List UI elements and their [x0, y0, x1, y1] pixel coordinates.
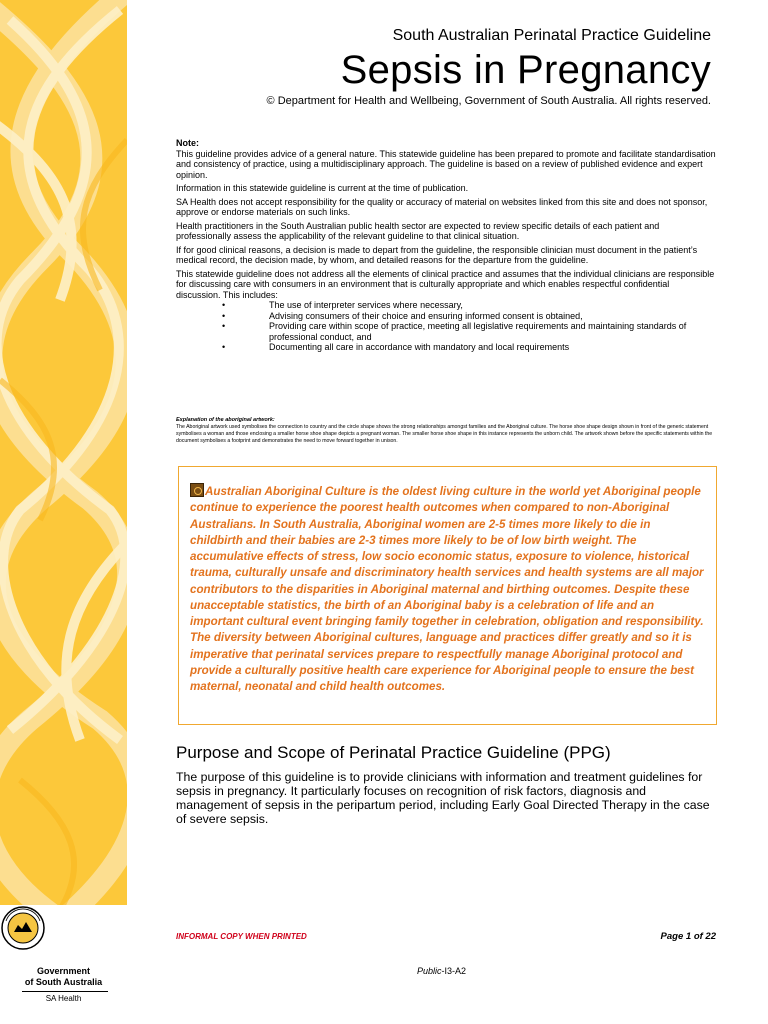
helix-pattern [0, 0, 127, 1024]
aboriginal-culture-callout [178, 466, 717, 725]
document-title: Sepsis in Pregnancy [340, 48, 711, 92]
note-paragraph: Health practitioners in the South Australian public health sector are expected to review specific details of each patient and professionally assess the applicability of the relevant guideline to that clinical situation. [176, 220, 660, 241]
list-item-text: Advising consumers of their choice and ensuring informed consent is obtained, [269, 310, 583, 321]
list-item-text: Documenting all care in accordance with mandatory and local requirements [269, 342, 570, 352]
document-subtitle: South Australian Perinatal Practice Guideline [392, 27, 711, 44]
aboriginal-artwork-icon [190, 483, 204, 497]
list-item [176, 321, 716, 342]
list-item-text: Providing care within scope of practice, meeting all legislative requirements and maintaining standards of professional conduct, and [269, 321, 687, 342]
bullet-marker: • [222, 300, 226, 310]
note-paragraph: SA Health does not accept responsibility for the quality or accuracy of material on websites linked from this site and does not sponsor, approve or endorse materials on such links. [176, 196, 708, 217]
artwork-text: The Aboriginal artwork used symbolises the connection to country and the circle shape shows the strong relationships amongst families and the Aboriginal culture. The horse shoe shape design shown in front of the generic statement symbolises a woman and those enclosing a smaller horse shoe shape depicts a pregnant woman. The smaller horse shoe shape in this instance represents the unborn child. The artwork shown before the specific statements within the document symbolises a footprint and demonstrates the need to move forward together in unison. [176, 424, 713, 444]
copyright-notice: © Department for Health and Wellbeing, Government of South Australia. All rights reserved. [266, 95, 711, 107]
logo-department-text: SA Health [45, 994, 82, 1003]
note-paragraph: If for good clinical reasons, a decision is made to depart from the guideline, the responsible clinician must document in the patient’s medical record, the decision made, by whom, and detailed reasons for the departure from the guideline. [176, 244, 698, 265]
list-item [176, 311, 716, 322]
artwork-label: Explanation of the aboriginal artwork: [176, 417, 275, 423]
decorative-sidebar [0, 0, 127, 1024]
callout-text: Australian Aboriginal Culture is the oldest living culture in the world yet Aboriginal people continue to experience the poorest health outcomes when compared to non-Aboriginal Australians. In South Australia, Aboriginal women are 2-5 times more likely to die in childbirth and their babies are 2-3 times more likely to be of low birth weight. The accumulative effects of stress, low socio economic status, exposure to violence, historical trauma, culturally unsafe and discriminatory health services and health systems are all major contributors to the disparities in Aboriginal maternal and birthing outcomes. Despite these unacceptable statistics, the birth of an Aboriginal baby is a celebration of life and an important cultural event bringing family together in celebration, obligation and responsibility. The diversity between Aboriginal cultures, language and practices differ greatly and so it is imperative that perinatal services prepare to respectfully manage Aboriginal protocol and provide a culturally positive health care experience for Aboriginal people to ensure the best maternal, neonatal and child health outcomes. [190, 485, 704, 693]
artwork-explanation [176, 417, 716, 445]
note-paragraph: This guideline provides advice of a general nature. This statewide guideline has been prepared to promote and facilitate standardisation and consistency of practice, using a multidisciplinary approach. The guideline is based on a review of published evidence and expert opinion. [176, 148, 716, 180]
callout-paragraph [190, 483, 706, 695]
note-bullet-list [176, 300, 716, 353]
list-item [176, 300, 716, 311]
note-paragraph: Information in this statewide guideline is current at the time of publication. [176, 183, 469, 193]
bullet-marker: • [222, 310, 226, 321]
classification-prefix: Public [417, 966, 442, 976]
crest-icon [0, 905, 46, 951]
purpose-paragraph: The purpose of this guideline is to provide clinicians with information and treatment guidelines for sepsis in pregnancy. It particularly focuses on recognition of risk factors, diagnosis and management of sepsis in the peripartum period, including Early Goal Directed Therapy in the case of severe sepsis. [176, 770, 710, 826]
classification-suffix: -I3-A2 [441, 966, 467, 976]
logo-government-text: Government [36, 966, 90, 976]
classification-label [417, 966, 466, 976]
page-number: Page 1 of 22 [660, 931, 716, 942]
sa-government-logo [0, 905, 127, 1024]
logo-state-text: of South Australia [24, 977, 103, 987]
informal-copy-notice: INFORMAL COPY WHEN PRINTED [176, 932, 307, 941]
logo-divider [22, 991, 108, 992]
list-item-text: The use of interpreter services where necessary, [269, 300, 463, 310]
bullet-marker: • [222, 321, 226, 331]
note-label: Note: [176, 138, 199, 148]
bullet-marker: • [222, 342, 226, 352]
note-paragraph: This statewide guideline does not address all the elements of clinical practice and assumes that the individual clinicians are responsible for discussing care with consumers in an environment that is culturally appropriate and which enables respectful confidential discussion. This includes: [176, 268, 715, 300]
note-section [176, 138, 716, 353]
list-item [176, 342, 716, 353]
purpose-heading: Purpose and Scope of Perinatal Practice Guideline (PPG) [176, 743, 611, 762]
